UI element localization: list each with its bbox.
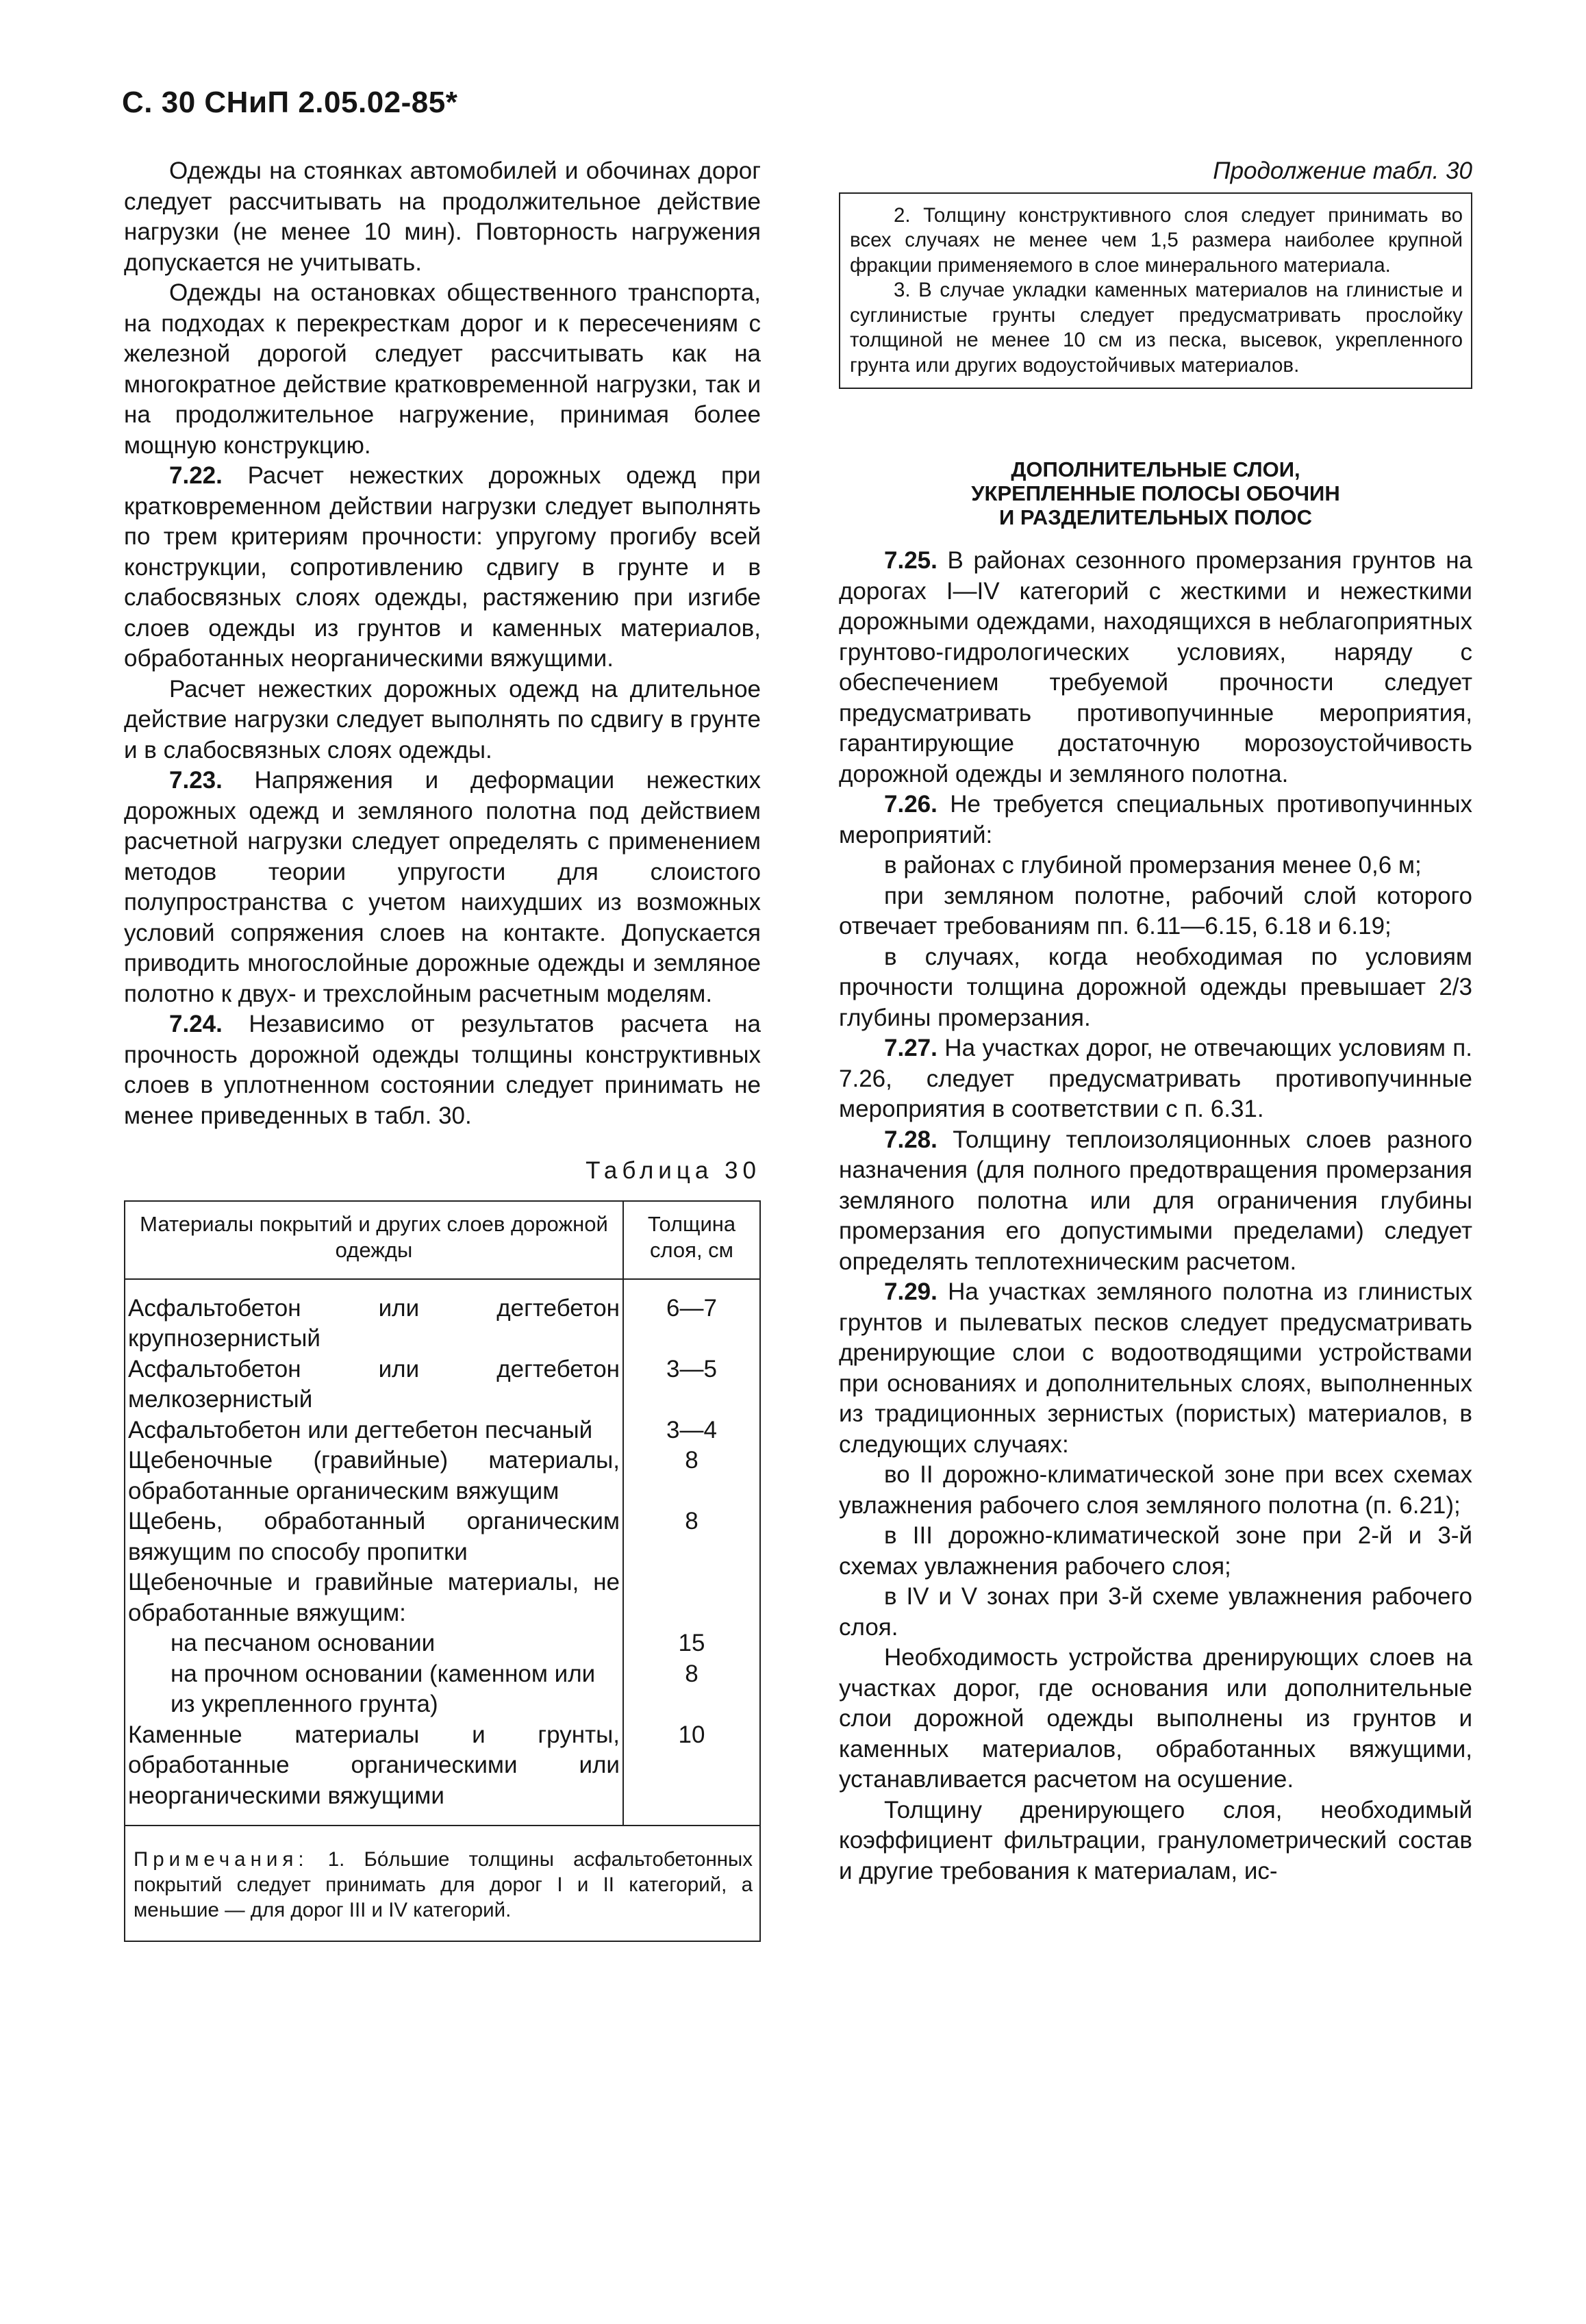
- table-row: [125, 1567, 760, 1628]
- list-item: при земляном полотне, рабочий слой которого отвечает требованиям пп. 6.11—6.15, 6.18 и 6.19;: [839, 882, 1472, 939]
- page-header: С. 30 СНиП 2.05.02-85*: [122, 86, 458, 119]
- table-cell-material: Асфальтобетон или дегтебетон песчаный: [125, 1415, 623, 1446]
- paragraph: Расчет нежестких дорожных одежд на длительное действие нагрузки следует выполнять по сдвигу в грунте и в слабосвязных слоях одежды.: [124, 675, 761, 763]
- table-cell-material: Щебень, обработанный органическим вяжущим по способу пропитки: [125, 1506, 623, 1567]
- clause-text: Толщину теплоизоляционных слоев разного назначения (для полного предотвращения промерзания земляного полотна или для ограничения глубины промерзания его допустимыми пределами) следует определять теплотехническим расчетом.: [839, 1126, 1472, 1275]
- table-header-materials: Материалы покрытий и других слоев дорожной одежды: [125, 1201, 623, 1279]
- clause-number: 7.22.: [169, 462, 223, 489]
- clause-text: На участках земляного полотна из глинистых грунтов и пылеватых песков следует предусматривать дренирующие слои с водоотводящими устройствами при основаниях и дополнительных слоях, выполненных из традиционных зернистых (пористых) материалов, в следующих случаях:: [839, 1278, 1472, 1458]
- table-cell-material: Асфальтобетон или дегтебетон крупнозернистый: [125, 1279, 623, 1354]
- table-cell-thickness: [623, 1567, 760, 1628]
- paragraph: Одежды на стоянках автомобилей и обочинах дорог следует рассчитывать на продолжительное действие нагрузки (не менее 10 мин). Повторность нагружения допускается не учитывать.: [124, 157, 761, 276]
- table-header-thickness: Толщина слоя, см: [623, 1201, 760, 1279]
- table-row: [125, 1506, 760, 1567]
- table-note-text: 1. Бо́льшие толщины асфальтобетонных покрытий следует принимать для дорог I и II категорий, а меньшие — для дорог III и IV категорий.: [134, 1848, 753, 1921]
- table-cell-thickness: 8: [623, 1659, 760, 1720]
- clause-number: 7.27.: [884, 1035, 937, 1061]
- clause-number: 7.28.: [884, 1126, 937, 1153]
- table-row: [125, 1720, 760, 1826]
- table-row: [125, 1354, 760, 1415]
- clause-number: 7.25.: [884, 547, 937, 574]
- clause-number: 7.29.: [884, 1278, 937, 1305]
- paragraph: Одежды на остановках общественного транспорта, на подходах к перекресткам дорог и к пересечениям с железной дорогой следует рассчитывать как на многократное действие кратковременной нагрузки, так и на продолжительное нагружение, принимая более мощную конструкцию.: [124, 279, 761, 459]
- clause-7-29: [839, 1277, 1472, 1460]
- clause-text: Независимо от результатов расчета на прочность дорожной одежды толщины конструктивных слоев в уплотненном состоянии следует принимать не менее приведенных в табл. 30.: [124, 1011, 761, 1129]
- clause-text: В районах сезонного промерзания грунтов на дорогах I—IV категорий с жесткими и нежесткими дорожными одеждами, находящихся в неблагоприятных грунтово-гидрологических условиях, наряду с обеспечением требуемой прочности следует предусматривать противопучинные мероприятия, гарантирующие достаточную морозоустойчивость дорожной одежды и земляного полотна.: [839, 547, 1473, 787]
- table-row: [125, 1279, 760, 1354]
- table-cell-thickness: 10: [623, 1720, 760, 1826]
- clause-number: 7.26.: [884, 791, 937, 818]
- list-item: в III дорожно-климатической зоне при 2-й и 3-й схемах увлажнения рабочего слоя;: [839, 1522, 1472, 1580]
- table-label: Таблица 30: [586, 1157, 761, 1184]
- table-continuation-label: Продолжение табл. 30: [1213, 157, 1472, 184]
- table-cell-material: Щебеночные и гравийные материалы, не обработанные вяжущим:: [125, 1567, 623, 1628]
- table-cell-material: Каменные материалы и грунты, обработанные органическими или неорганическими вяжущими: [125, 1720, 623, 1826]
- clause-7-27: [839, 1033, 1472, 1125]
- right-column: [839, 156, 1472, 1886]
- clause-7-25: [839, 546, 1472, 790]
- table-note: [124, 1826, 761, 1942]
- table-note-3: 3. В случае укладки каменных материалов на глинистые и суглинистые грунты следует предусматривать прослойку толщиной не менее 10 см из песка, высевок, укрепленного грунта или других водоустойчивых материалов.: [850, 279, 1463, 377]
- list-item: в районах с глубиной промерзания менее 0,6 м;: [884, 852, 1422, 879]
- section-title-line: УКРЕПЛЕННЫЕ ПОЛОСЫ ОБОЧИН: [971, 481, 1340, 505]
- clause-7-23: [124, 766, 761, 1009]
- table-cell-thickness: 15: [623, 1628, 760, 1659]
- table-cell-thickness: 6—7: [623, 1279, 760, 1354]
- paragraph: Необходимость устройства дренирующих слоев на участках дорог, где основания или дополнительные слои дорожной одежды выполнены из грунтов и каменных материалов, обработанных вяжущими, устанавливается расчетом на осушение.: [839, 1644, 1472, 1793]
- table-row: [125, 1445, 760, 1506]
- table-cell-thickness: 8: [623, 1445, 760, 1506]
- clause-number: 7.24.: [169, 1011, 223, 1037]
- table-cell-material: на песчаном основании: [125, 1628, 623, 1659]
- table-cell-material: Асфальтобетон или дегтебетон мелкозернистый: [125, 1354, 623, 1415]
- list-item: в IV и V зонах при 3-й схеме увлажнения рабочего слоя.: [839, 1583, 1472, 1641]
- section-title-line: ДОПОЛНИТЕЛЬНЫЕ СЛОИ,: [1011, 457, 1300, 481]
- table-cell-material: на прочном основании (каменном или из укрепленного грунта): [125, 1659, 623, 1720]
- table-cell-material: Щебеночные (гравийные) материалы, обработанные органическим вяжущим: [125, 1445, 623, 1506]
- section-title-line: И РАЗДЕЛИТЕЛЬНЫХ ПОЛОС: [999, 505, 1312, 529]
- list-item: в случаях, когда необходимая по условиям прочности толщина дорожной одежды превышает 2/3 глубины промерзания.: [839, 943, 1472, 1031]
- clause-7-22: [124, 461, 761, 674]
- table-continuation-notes: [839, 192, 1472, 390]
- table-row: [125, 1415, 760, 1446]
- table-cell-thickness: 8: [623, 1506, 760, 1567]
- table-30: [124, 1200, 761, 1827]
- clause-text: Напряжения и деформации нежестких дорожных одежд и земляного полотна под действием расчетной нагрузки следует определять с применением методов теории упругости для слоистого полупространства с учетом наихудших из возможных условий сопряжения слоев на контакте. Допускается приводить многослойные дорожные одежды и земляное полотно к двух- и трехслойным расчетным моделям.: [124, 767, 761, 1007]
- clause-text: Не требуется специальных противопучинных мероприятий:: [839, 791, 1473, 848]
- table-row: [125, 1628, 760, 1659]
- clause-number: 7.23.: [169, 767, 223, 794]
- clause-text: На участках дорог, не отвечающих условиям п. 7.26, следует предусматривать противопучинные мероприятия в соответствии с п. 6.31.: [839, 1035, 1472, 1122]
- paragraph: Толщину дренирующего слоя, необходимый коэффициент фильтрации, гранулометрический состав и другие требования к материалам, ис-: [839, 1796, 1472, 1884]
- clause-7-24: [124, 1009, 761, 1131]
- section-title: [839, 457, 1472, 529]
- table-note-2: 2. Толщину конструктивного слоя следует принимать во всех случаях не менее чем 1,5 размера наиболее крупной фракции применяемого в слое минерального материала.: [850, 203, 1463, 277]
- table-note-label: Примечания:: [134, 1848, 309, 1871]
- clause-7-26: [839, 790, 1472, 850]
- clause-text: Расчет нежестких дорожных одежд при кратковременном действии нагрузки следует выполнять по трем критериям прочности: упругому прогибу всей конструкции, сопротивлению сдвигу в грунте и в слабосвязных слоях одежды, растяжению при изгибе слоев одежды из грунтов и каменных материалов, обработанных неорганическими вяжущими.: [124, 462, 761, 672]
- table-row: [125, 1659, 760, 1720]
- clause-7-28: [839, 1125, 1472, 1278]
- table-cell-thickness: 3—4: [623, 1415, 760, 1446]
- table-cell-thickness: 3—5: [623, 1354, 760, 1415]
- list-item: во II дорожно-климатической зоне при всех схемах увлажнения рабочего слоя земляного полотна (п. 6.21);: [839, 1461, 1472, 1519]
- left-column: [124, 156, 761, 1942]
